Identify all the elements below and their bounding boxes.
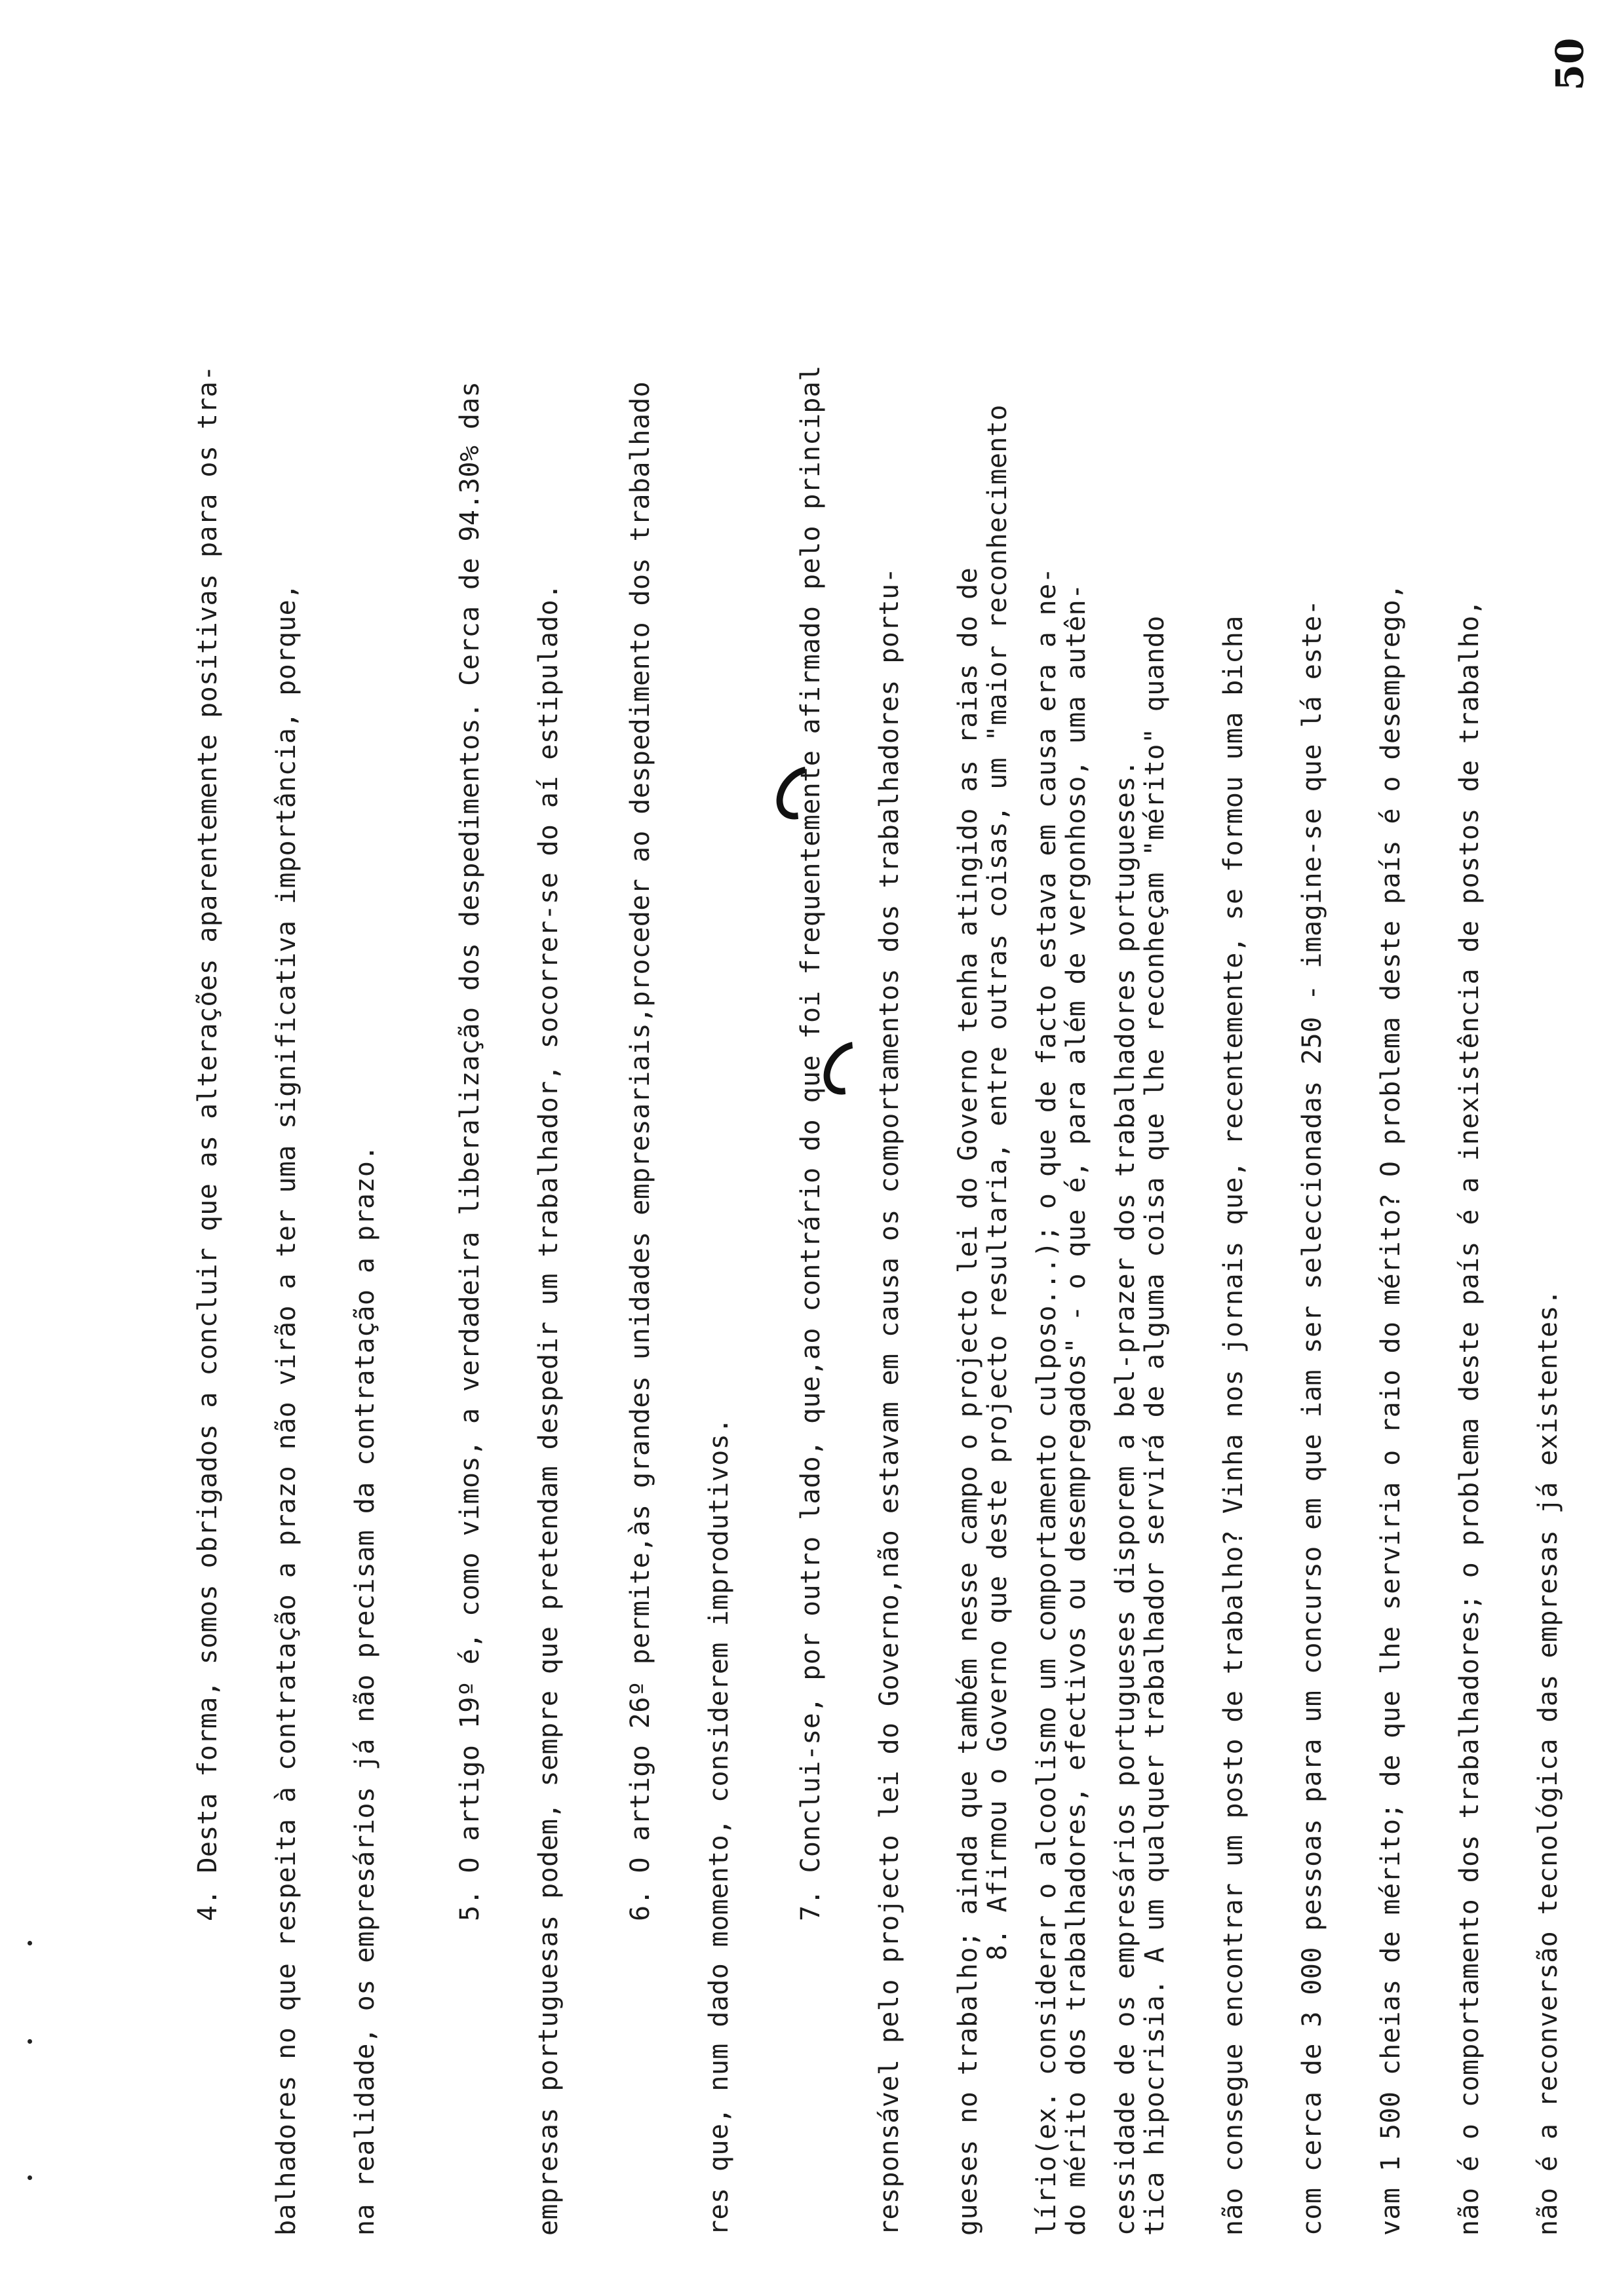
paragraph-4 — [168, 60, 404, 2236]
paragraph-5 — [431, 60, 588, 2236]
page-number: 50 — [1547, 37, 1592, 91]
scan-speck — [28, 1941, 32, 1945]
text-line: com cerca de 3 000 pessoas para um concurso em que iam ser seleccionadas 250 - imagine-se que lá este- — [1297, 599, 1327, 2236]
scan-speck — [28, 2039, 32, 2044]
paragraph-6 — [601, 60, 758, 2236]
text-line: 4. Desta forma, somos obrigados a concluir que as alterações aparentemente positivas para os tra- — [193, 365, 223, 1921]
text-line: balhadores no que respeita à contratação a prazo não virão a ter uma significativa importância, porque, — [271, 583, 302, 2236]
text-line: 8. Afirmou o Governo que deste projecto resultaria, entre outras coisas, um "maior reconhecimento — [983, 404, 1013, 1961]
text-line: cessidade de os empresários portugueses disporem a bel-prazer dos trabalhadores portugueses. — [1110, 759, 1140, 2236]
text-line: na realidade, os empresários já não precisam da contratação a prazo. — [350, 1145, 380, 2236]
text-line: lírio(ex. considerar o alcoolismo um comportamento culposo...); o que de facto estava em causa era a ne- — [1032, 567, 1062, 2236]
paragraph-8 — [958, 60, 1587, 2236]
text-line: do mérito dos trabalhadores, efectivos ou desempregados" - o que é, para além de vergonhoso, uma autên- — [1061, 583, 1091, 2236]
text-line: responsável pelo projecto lei do Governo,não estavam em causa os comportamentos dos trabalhadores portu- — [874, 567, 905, 2236]
text-line: 7. Conclui-se, por outro lado, que,ao contrário do que foi frequentemente afirmado pelo principal — [796, 365, 826, 1921]
text-line: res que, num dado momento, considerem improdutivos. — [704, 1417, 734, 2236]
text-line: não é a reconversão tecnológica das empresas já existentes. — [1533, 1289, 1563, 2236]
text-line: gueses no trabalho; ainda que também nesse campo o projecto lei do Governo tenha atingido as raias do de — [953, 567, 983, 2236]
text-line: vam 1 500 cheias de mérito; de que lhe serviria o raio do mérito? O problema deste país é o desemprego, — [1376, 583, 1406, 2236]
text-line: tica hipocrisia. A um qualquer trabalhador servirá de alguma coisa que lhe reconheçam "mérito" quando — [1140, 615, 1170, 2236]
text-line: não consegue encontrar um posto de trabalho? Vinha nos jornais que, recentemente, se formou uma bicha — [1218, 615, 1249, 2236]
text-line: 6. O artigo 26º permite,às grandes unidades empresariais,proceder ao despedimento dos trabalhado — [625, 381, 655, 1921]
rotated-text-body — [54, 60, 1561, 2236]
text-line: empresas portuguesas podem, sempre que pretendam despedir um trabalhador, socorrer-se do aí estipulado. — [534, 583, 564, 2236]
scan-speck — [28, 2175, 32, 2180]
text-line: 5. O artigo 19º é, como vimos, a verdadeira liberalização dos despedimentos. Cerca de 94.30% das — [455, 381, 485, 1921]
text-line: não é o comportamento dos trabalhadores; o problema deste país é a inexistência de postos de trabalho, — [1454, 599, 1485, 2236]
